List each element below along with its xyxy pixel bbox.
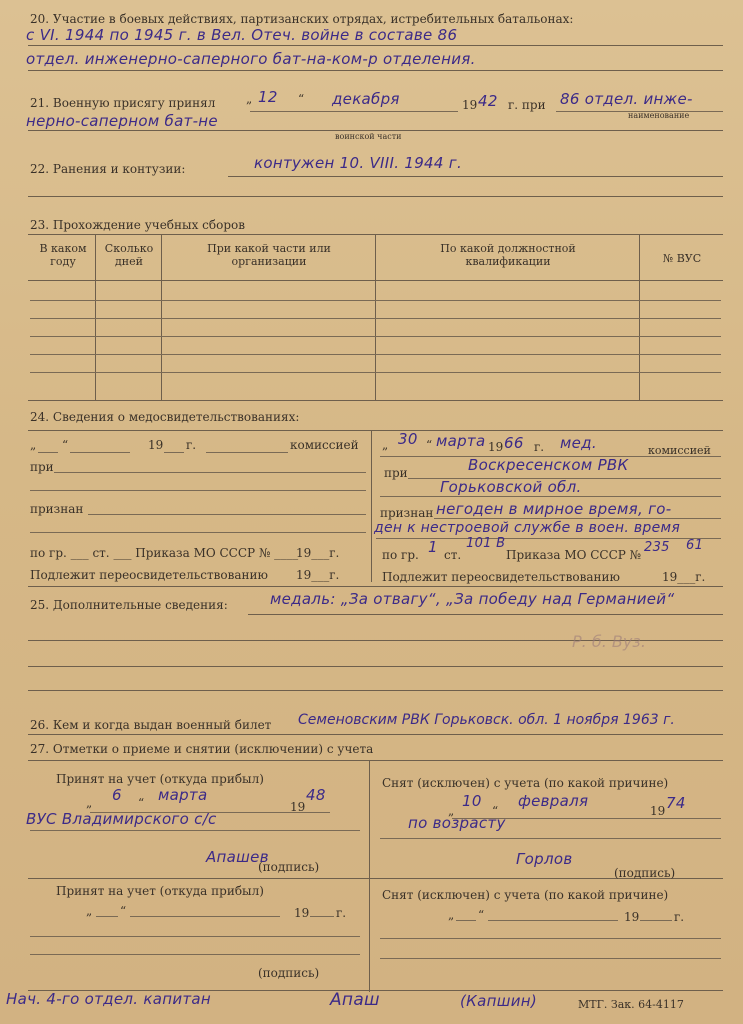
sec24-order-no-hw: 235	[644, 540, 670, 555]
sec24-commission-hw: мед.	[560, 434, 597, 452]
sec22-label: 22. Ранения и контузии:	[30, 162, 186, 176]
removed-2-label: Снят (исключен) с учета (по какой причине)	[382, 888, 669, 902]
print-code: МТГ. Зак. 64-4117	[578, 998, 684, 1011]
sec21-unit-2: нерно-саперном бат-не	[26, 112, 218, 130]
sec24-month: марта	[436, 432, 486, 450]
sec25-label: 25. Дополнительные сведения:	[30, 598, 228, 612]
accepted-1-month: марта	[158, 786, 208, 804]
sec24-gr-hw: 1	[428, 538, 438, 556]
sec24-year: 66	[504, 434, 524, 452]
accepted-1-signature: Апашев	[206, 848, 269, 866]
sec24-day: 30	[398, 430, 418, 448]
sec20-handwriting-1: с VI. 1944 по 1945 г. в Вел. Отеч. войне в составе 86	[26, 26, 458, 44]
removed-1-month: февраля	[518, 792, 589, 810]
footer-name: (Капшин)	[460, 992, 538, 1010]
sec26-handwriting: Семеновским РВК Горьковск. обл. 1 ноября 1963 г.	[298, 712, 675, 728]
sec24-at-hw-2: Горьковской обл.	[440, 478, 582, 496]
sec20-handwriting-2: отдел. инженерно-саперного бат-на-ком-р отделения.	[26, 50, 476, 68]
sec20-label: 20. Участие в боевых действиях, партизанских отрядах, истребительных батальонах:	[30, 12, 574, 26]
removed-1-day: 10	[462, 792, 482, 810]
sec24-st-hw: 101 В	[466, 536, 506, 551]
col-unit-header: При какой части или организации	[207, 242, 331, 268]
sec25-handwriting: медаль: „За отвагу“, „За победу над Германией“	[270, 590, 675, 608]
removed-1-label: Снят (исключен) с учета (по какой причине)	[382, 776, 669, 790]
footer-handwriting: Нач. 4-го отдел. капитан	[6, 990, 212, 1008]
sec21-unit-1: 86 отдел. инже-	[560, 90, 693, 108]
removed-1-year: 74	[666, 794, 686, 812]
removed-1-signature: Горлов	[516, 850, 573, 868]
sec24-found-hw-2: ден к нестроевой службе в воен. время	[374, 520, 681, 536]
sec25-stamp: Р. б. Вуз.	[572, 632, 646, 651]
sec22-handwriting: контужен 10. VIII. 1944 г.	[254, 154, 463, 172]
col-qualification-header: По какой должностной квалификации	[440, 242, 576, 268]
accepted-1-from: ВУС Владимирского с/с	[26, 810, 217, 828]
sec24-found-hw-1: негоден в мирное время, го-	[436, 500, 672, 518]
sec26-label: 26. Кем и когда выдан военный билет	[30, 718, 272, 732]
footer-signature: Апаш	[330, 990, 380, 1010]
accepted-1-label: Принят на учет (откуда прибыл)	[56, 772, 264, 786]
sec21-label: 21. Военную присягу принял	[30, 96, 216, 110]
sec21-year: 42	[478, 92, 498, 110]
sec27-label: 27. Отметки о приеме и снятии (исключении) с учета	[30, 742, 374, 756]
sec21-month: декабря	[332, 90, 400, 108]
military-registration-card: 20. Участие в боевых действиях, партизанских отрядах, истребительных батальонах: с VI. 1944 по 1945 г. в Вел. Отеч. войне в составе 86 отдел. инженерно-саперного бат-на-ком-р отделения. 21. Военную присягу принял „ 12 “ декабря 19 42 г. при 86 отдел. инже- наименование нерно-саперном бат-не воинской части 22. Ранения и контузии: контужен 10. VIII. 1944 г. 23. Прохождение учебных сборов В каком году Сколько дней При какой части или организации По какой должностной квалификации № ВУС 24. Сведения о медосвидетельствованиях: „ “ 19 г. комиссией при признан по гр. ___ ст. ___ Приказа МО СССР № ____ 19___г. Подлежит переосвидетельствованию 19___г. „ 30 “ марта 19 66 г. мед. комиссией при Воскресенском РВК Горьковской обл. признан негоден в мирное время, го- ден к нестроевой службе в воен. время по гр. 1 ст. 101 В Приказа МО СССР № 235 61 Подлежит переосвидетельствованию 19___г. 25. Дополнительные сведения: медаль: „За отвагу“, „За победу над Германией“ Р. б. Вуз. 26. Кем и когда выдан военный билет Семеновским РВК Горьковск. обл. 1 ноября 1963 г. 27. Отметки о приеме и снятии (исключении) с учета Принят на учет (откуда прибыл) „ 6 “ марта 19 48 ВУС Владимирского с/с Апашев (подпись) Снят (исключен) с учета (по какой причине) „ 10 “ февраля 19 74 по возрасту Горлов (подпись) Принят на учет (откуда прибыл) „ “ 19 г. (подпись) Снят (исключен) с учета (по какой причине) „ “ 19 г. Нач. 4-го отдел. капитан Апаш (Капшин) МТГ. Зак. 64-4117	[0, 0, 743, 1024]
sec24-order-year-hw: 61	[686, 538, 704, 553]
sec23-label: 23. Прохождение учебных сборов	[30, 218, 245, 232]
removed-1-reason: по возрасту	[408, 814, 506, 832]
sec24-at-hw-1: Воскресенском РВК	[468, 456, 629, 474]
col-days-header: Сколько дней	[104, 242, 154, 268]
accepted-1-day: 6	[112, 786, 122, 804]
accepted-2-label: Принят на учет (откуда прибыл)	[56, 884, 264, 898]
col-year-header: В каком году	[39, 242, 87, 268]
accepted-1-year: 48	[306, 786, 326, 804]
col-vus-header: № ВУС	[662, 252, 702, 265]
sec21-day: 12	[258, 88, 278, 106]
sec24-label: 24. Сведения о медосвидетельствованиях:	[30, 410, 300, 424]
